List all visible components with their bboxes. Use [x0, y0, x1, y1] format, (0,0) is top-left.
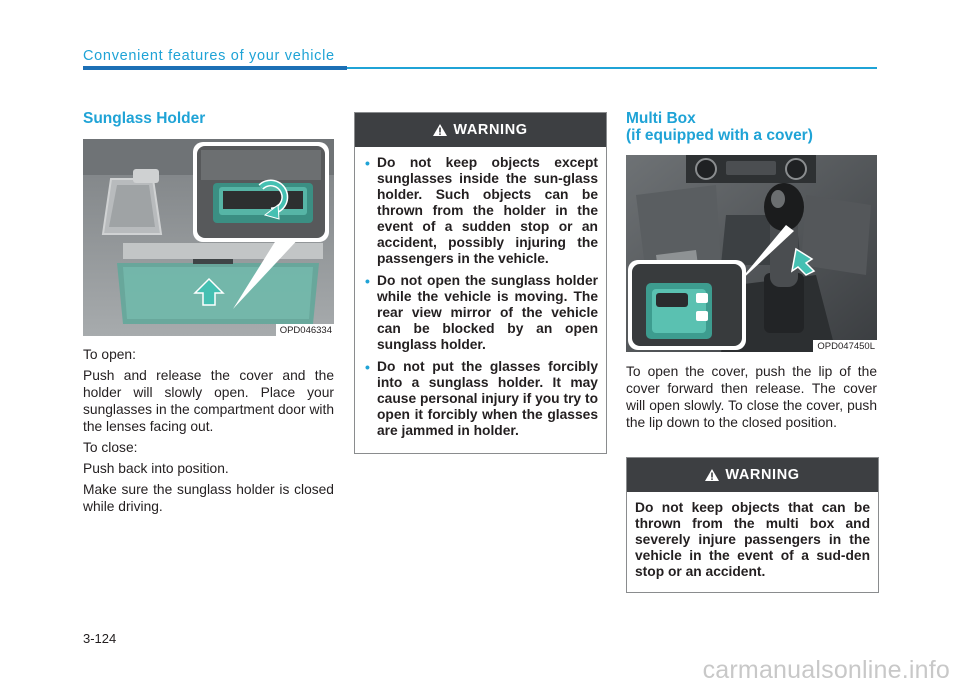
sunglass-holder-title: Sunglass Holder	[83, 110, 206, 127]
multi-box-figure	[626, 155, 877, 352]
warning-triangle-icon	[433, 124, 447, 136]
paragraph: Push back into position.	[83, 461, 229, 476]
paragraph: Push and release the cover and the holder will slowly open. Place your sunglasses in the compartment door with the lenses facing out.	[83, 368, 334, 434]
warning-header	[355, 113, 606, 147]
warning-triangle-icon	[705, 469, 719, 481]
figure-code: OPD046334	[276, 324, 334, 336]
warning-label: WARNING	[453, 122, 528, 138]
sunglass-warning-column	[354, 112, 606, 454]
paragraph: To open:	[83, 347, 136, 362]
warning-item: • Do not keep objects except sunglasses inside the sun-glass holder. Such objects can be thrown from the holder in the event of a sudden stop or an accident, possibly injuring the passengers in the vehicle.	[365, 155, 598, 266]
warning-body: Do not keep objects that can be thrown from the multi box and severely injure passengers in the vehicle in the event of a sud-den stop or an accident.	[635, 500, 870, 579]
multi-box-warning-box	[626, 457, 879, 593]
sunglass-warning-box	[354, 112, 607, 454]
multi-box-illustration	[626, 155, 877, 352]
warning-header	[627, 458, 878, 492]
multi-box-instructions	[626, 363, 877, 431]
warning-item: • Do not put the glasses forcibly into a sunglass holder. It may cause personal injury if you try to open it forcibly when the glasses are jammed in holder.	[365, 359, 598, 438]
figure-code: OPD047450L	[813, 340, 877, 352]
warning-body	[355, 147, 606, 453]
page-number: 3-124	[83, 631, 117, 646]
watermark: carmanualsonline.info	[702, 656, 950, 684]
paragraph: To open the cover, push the lip of the cover forward then release. The cover will open slowly. To close the cover, push the lip down to the closed position.	[626, 364, 877, 430]
paragraph: To close:	[83, 440, 138, 455]
sunglass-holder-illustration	[83, 139, 334, 336]
sunglass-holder-section	[83, 110, 334, 519]
warning-label: WARNING	[725, 467, 800, 483]
sunglass-holder-instructions	[83, 346, 334, 515]
paragraph: Make sure the sunglass holder is closed while driving.	[83, 482, 334, 514]
warning-item: • Do not open the sunglass holder while the vehicle is moving. The rear view mirror of the vehicle can be blocked by an open sunglass holder.	[365, 273, 598, 352]
header-rule-dark	[83, 66, 347, 70]
sunglass-holder-figure	[83, 139, 334, 336]
section-header: Convenient features of your vehicle	[83, 48, 335, 64]
multi-box-section	[626, 110, 877, 435]
multi-box-title: Multi Box (if equipped with a cover)	[626, 110, 813, 144]
header-rule-light	[347, 67, 877, 69]
